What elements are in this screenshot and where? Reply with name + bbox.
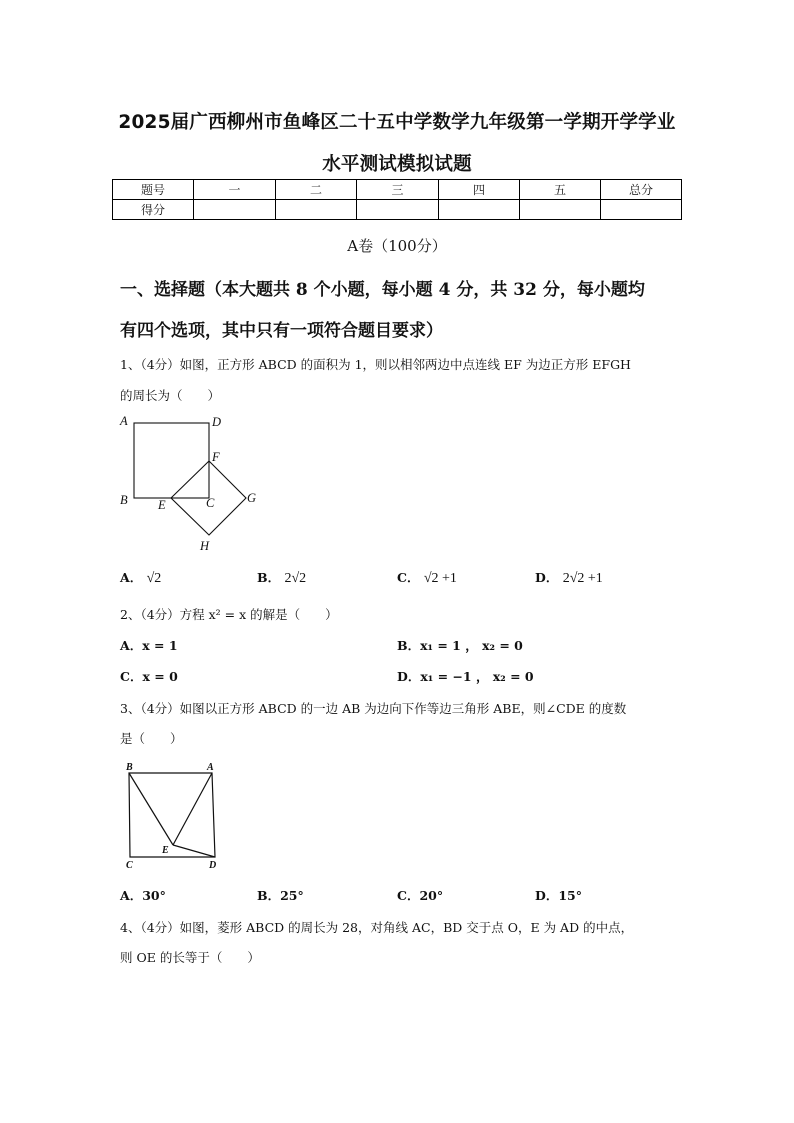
title-line-2: 水平测试模拟试题 <box>322 154 472 175</box>
score-cell <box>276 200 357 220</box>
q3-option-b: B．25° <box>257 888 304 903</box>
q1-option-b-label: B． <box>257 570 281 585</box>
q1-label-e: E <box>158 498 166 512</box>
q3-stem-line-2: 是（ ） <box>120 731 183 746</box>
q3-option-d: D．15° <box>535 888 582 903</box>
q1-option-a <box>120 568 161 587</box>
score-cell <box>194 200 276 220</box>
q1-label-a: A <box>120 414 128 428</box>
section-a-heading: A卷（100分） <box>347 237 447 255</box>
q3-segment-be <box>129 773 173 845</box>
q1-label-b: B <box>120 493 128 507</box>
q1-stem-line-1: 1、（4分）如图，正方形 ABCD 的面积为 1，则以相邻两边中点连线 EF 为边正方形 EFGH <box>120 357 631 372</box>
q1-option-d <box>535 568 603 587</box>
q3-label-c: C <box>126 860 133 871</box>
q3-label-b: B <box>126 762 133 773</box>
q3-segment-ed <box>173 845 215 857</box>
score-table-score-row <box>113 200 682 220</box>
score-cell <box>601 200 682 220</box>
score-cell <box>520 200 601 220</box>
q1-label-f: F <box>212 450 220 464</box>
q1-option-a-value: √2 <box>146 571 162 586</box>
q1-option-b <box>257 568 306 587</box>
score-header-cell: 三 <box>357 180 439 200</box>
score-table-header-row <box>113 180 682 200</box>
q1-option-c <box>397 568 457 587</box>
q1-label-c: C <box>206 496 215 510</box>
q1-label-h: H <box>200 539 210 553</box>
score-header-cell: 一 <box>194 180 276 200</box>
q1-option-a-label: A． <box>120 570 143 585</box>
q2-option-a: A．x = 1 <box>120 638 178 653</box>
q2-stem: 2、（4分）方程 x² = x 的解是（ ） <box>120 607 338 622</box>
q3-label-d: D <box>209 860 217 871</box>
score-cell <box>439 200 520 220</box>
q1-option-d-value: 2√2 +1 <box>562 571 603 586</box>
q1-option-c-label: C． <box>397 570 420 585</box>
q3-label-a: A <box>207 762 214 773</box>
score-header-cell: 题号 <box>113 180 194 200</box>
score-header-cell: 二 <box>276 180 357 200</box>
q3-segment-ae <box>173 773 212 845</box>
q4-stem-line-2: 则 OE 的长等于（ ） <box>120 950 260 965</box>
score-cell <box>357 200 439 220</box>
q3-option-c: C．20° <box>397 888 444 903</box>
score-row-label: 得分 <box>113 200 194 220</box>
part-1-heading-line-1: 一、选择题（本大题共 8 个小题，每小题 4 分，共 32 分，每小题均 <box>120 280 645 300</box>
part-1-heading-line-2: 有四个选项，其中只有一项符合题目要求） <box>120 321 443 341</box>
q1-figure <box>115 410 265 560</box>
score-header-cell: 总分 <box>601 180 682 200</box>
q1-option-c-value: √2 +1 <box>423 571 457 586</box>
q2-option-c: C．x = 0 <box>120 669 178 684</box>
q1-stem-line-2: 的周长为（ ） <box>120 388 221 403</box>
q2-option-b: B．x₁ = 1 ， x₂ = 0 <box>397 638 523 653</box>
q1-square-abcd <box>134 423 209 498</box>
q3-option-a: A．30° <box>120 888 166 903</box>
title-line-1: 2025届广西柳州市鱼峰区二十五中学数学九年级第一学期开学学业 <box>118 112 676 133</box>
q3-stem-line-1: 3、（4分）如图以正方形 ABCD 的一边 AB 为边向下作等边三角形 ABE，则∠CDE 的度数 <box>120 701 627 716</box>
q3-label-e: E <box>162 845 169 856</box>
q1-label-g: G <box>247 491 257 505</box>
q1-label-d: D <box>212 415 222 429</box>
q4-stem-line-1: 4、（4分）如图，菱形 ABCD 的周长为 28，对角线 AC，BD 交于点 O，E 为 AD 的中点， <box>120 920 634 935</box>
q1-option-d-label: D． <box>535 570 559 585</box>
score-table <box>112 179 682 220</box>
q1-option-b-value: 2√2 <box>284 571 307 586</box>
score-header-cell: 五 <box>520 180 601 200</box>
q3-figure <box>118 760 228 875</box>
score-header-cell: 四 <box>439 180 520 200</box>
q2-option-d: D．x₁ = −1 ， x₂ = 0 <box>397 669 534 684</box>
